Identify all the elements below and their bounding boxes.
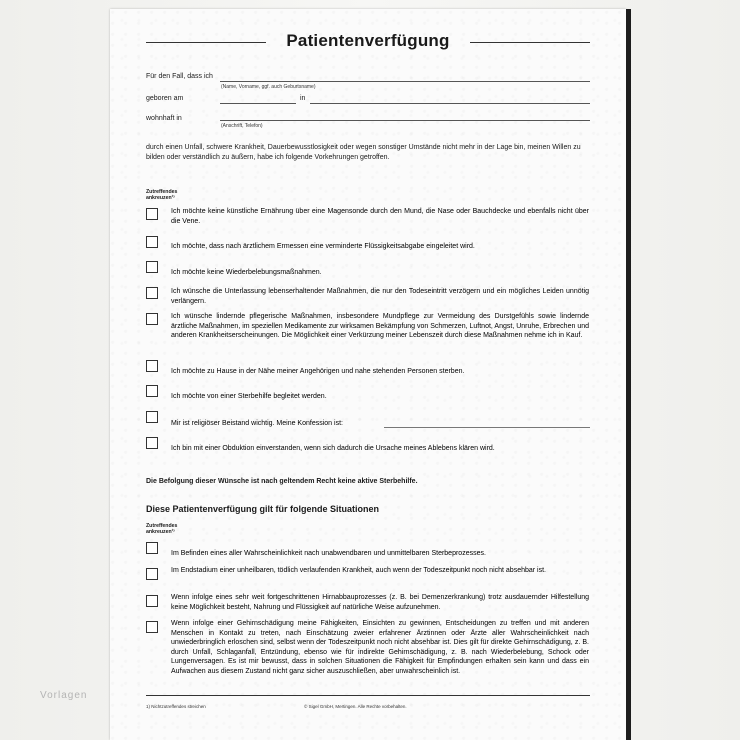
legal-note: Die Befolgung dieser Wünsche ist nach geltendem Recht keine aktive Sterbehilfe. [146,478,418,485]
wish-checkbox-5[interactable] [146,313,158,325]
wish-item-2: Ich möchte, dass nach ärztlichem Ermessen eine verminderte Flüssigkeitsabgabe eingeleitet wird. [171,243,475,250]
wish-checkbox-3[interactable] [146,261,158,273]
wish-item-9: Ich bin mit einer Obduktion einverstanden, wenn sich dadurch die Ursache meines Ablebens klären wird. [171,445,495,452]
situation-checkbox-1[interactable] [146,542,158,554]
footer-footnote: 1) Nichtzutreffendes streichen [146,704,206,709]
title-rule-right [470,42,590,43]
geboren-label: geboren am [146,95,184,102]
sheet-shadow-edge [626,9,631,740]
wish-checkbox-2[interactable] [146,236,158,248]
in-label: in [300,95,306,102]
footer-copyright: © Sigel GmbH, Mertingen. Alle Rechte vorbehalten. [304,704,407,709]
situation-checkbox-2[interactable] [146,568,158,580]
birthdate-field[interactable] [220,103,296,104]
name-hint: (Name, Vorname, ggf. auch Geburtsname) [221,84,316,90]
situation-item-1: Im Befinden eines aller Wahrscheinlichkeit nach unabwendbaren und unmittelbaren Sterbeprozesses. [171,550,486,557]
situation-checkbox-4[interactable] [146,621,158,633]
situation-item-2: Im Endstadium einer unheilbaren, tödlich verlaufenden Krankheit, auch wenn der Todeszeitpunkt noch nicht absehbar ist. [171,567,546,574]
wish-item-6: Ich möchte zu Hause in der Nähe meiner Angehörigen und nahe stehenden Personen sterben. [171,368,465,375]
footer-rule [146,695,590,696]
confession-field[interactable] [384,427,590,428]
fall-label: Für den Fall, dass ich [146,73,213,80]
address-field[interactable] [220,120,590,121]
intro-paragraph: durch einen Unfall, schwere Krankheit, Dauerbewusstlosigkeit oder wegen sonstiger Umstände nicht mehr in der Lage bin, meinen Willen zu bilden oder verständlich zu äußern, habe ich folgende Vorkehrungen getroffen. [146,144,581,161]
wish-checkbox-9[interactable] [146,437,158,449]
wish-item-7: Ich möchte von einer Sterbehilfe begleitet werden. [171,393,327,400]
watermark: Vorlagen [40,690,88,701]
zutreffendes-text: Zutreffendes [146,189,178,195]
situation-item-4: Wenn infolge einer Gehirnschädigung meine Fähigkeiten, Einsichten zu gewinnen, Entscheidungen zu treffen und mit anderen Menschen in Kontakt zu treten, nach Einschätzung zweier erfahrener Ärztinnen oder Ärzte aller Wahrscheinlichkeit nach unwiederbringlich erloschen sind, selbst wenn der Todeszeitpunkt noch nicht absehbar ist. Dies gilt für direkte Gehirnschädigung, z. B. durch Unfall, Schlaganfall, Entzündung, ebenso wie für indirekte Gehirnschädigung, z. B. nach Wiederbelebung, Schock oder Lungenversagen. Es ist mir bewusst, dass in solchen Situationen die Fähigkeit für Empfindungen erhalten sein kann und dass ein Aufwachen aus diesem Zustand nicht ganz sicher auszuschließen, aber unwahrscheinlich ist. [171,620,589,675]
wish-item-1: Ich möchte keine künstliche Ernährung über eine Magensonde durch den Mund, die Nase oder Bauchdecke und ebenfalls nicht über die Vene. [171,208,589,225]
situations-heading: Diese Patientenverfügung gilt für folgende Situationen [146,504,380,514]
zutreffendes-text: Zutreffendes [146,523,178,529]
wish-item-4: Ich wünsche die Unterlassung lebenserhaltender Maßnahmen, die nur den Todeseintritt verzögern und ein mögliches Leiden unnötig verlängern. [171,288,589,305]
zutreffendes-label-2 [146,523,177,535]
situation-item-3: Wenn infolge eines sehr weit fortgeschrittenen Hirnabbauprozesses (z. B. bei Demenzerkrankung) trotz ausdauernder Hilfestellung keine Möglichkeit besteht, Nahrung und Flüssigkeit auf natürliche Weise aufzunehmen. [171,594,589,611]
zutreffendes-label-1 [146,189,177,201]
birthplace-field[interactable] [310,103,590,104]
wish-checkbox-6[interactable] [146,360,158,372]
name-field[interactable] [220,81,590,82]
wish-item-8: Mir ist religiöser Beistand wichtig. Meine Konfession ist: [171,420,343,427]
form-title: Patientenverfügung [286,31,450,50]
address-hint: (Anschrift, Telefon) [221,123,263,129]
ankreuzen-text: ankreuzen¹⁾ [146,529,175,535]
wish-checkbox-8[interactable] [146,411,158,423]
wish-item-5: Ich wünsche lindernde pflegerische Maßnahmen, insbesondere Mundpflege zur Vermeidung des Durstgefühls sowie lindernde ärztliche Maßnahmen, im speziellen Medikamente zur wirksamen Bekämpfung von Schmerzen, Luftnot, Angst, Unruhe, Erbrechen und anderen Krankheitserscheinungen. Die Möglichkeit einer Verkürzung meiner Lebenszeit durch diese Maßnahmen nehme ich in Kauf. [171,313,589,339]
wohnhaft-label: wohnhaft in [146,115,182,122]
wish-checkbox-1[interactable] [146,208,158,220]
wish-checkbox-7[interactable] [146,385,158,397]
wish-item-3: Ich möchte keine Wiederbelebungsmaßnahmen. [171,269,322,276]
wish-checkbox-4[interactable] [146,287,158,299]
title-block [146,31,590,55]
ankreuzen-text: ankreuzen¹⁾ [146,195,175,201]
situation-checkbox-3[interactable] [146,595,158,607]
